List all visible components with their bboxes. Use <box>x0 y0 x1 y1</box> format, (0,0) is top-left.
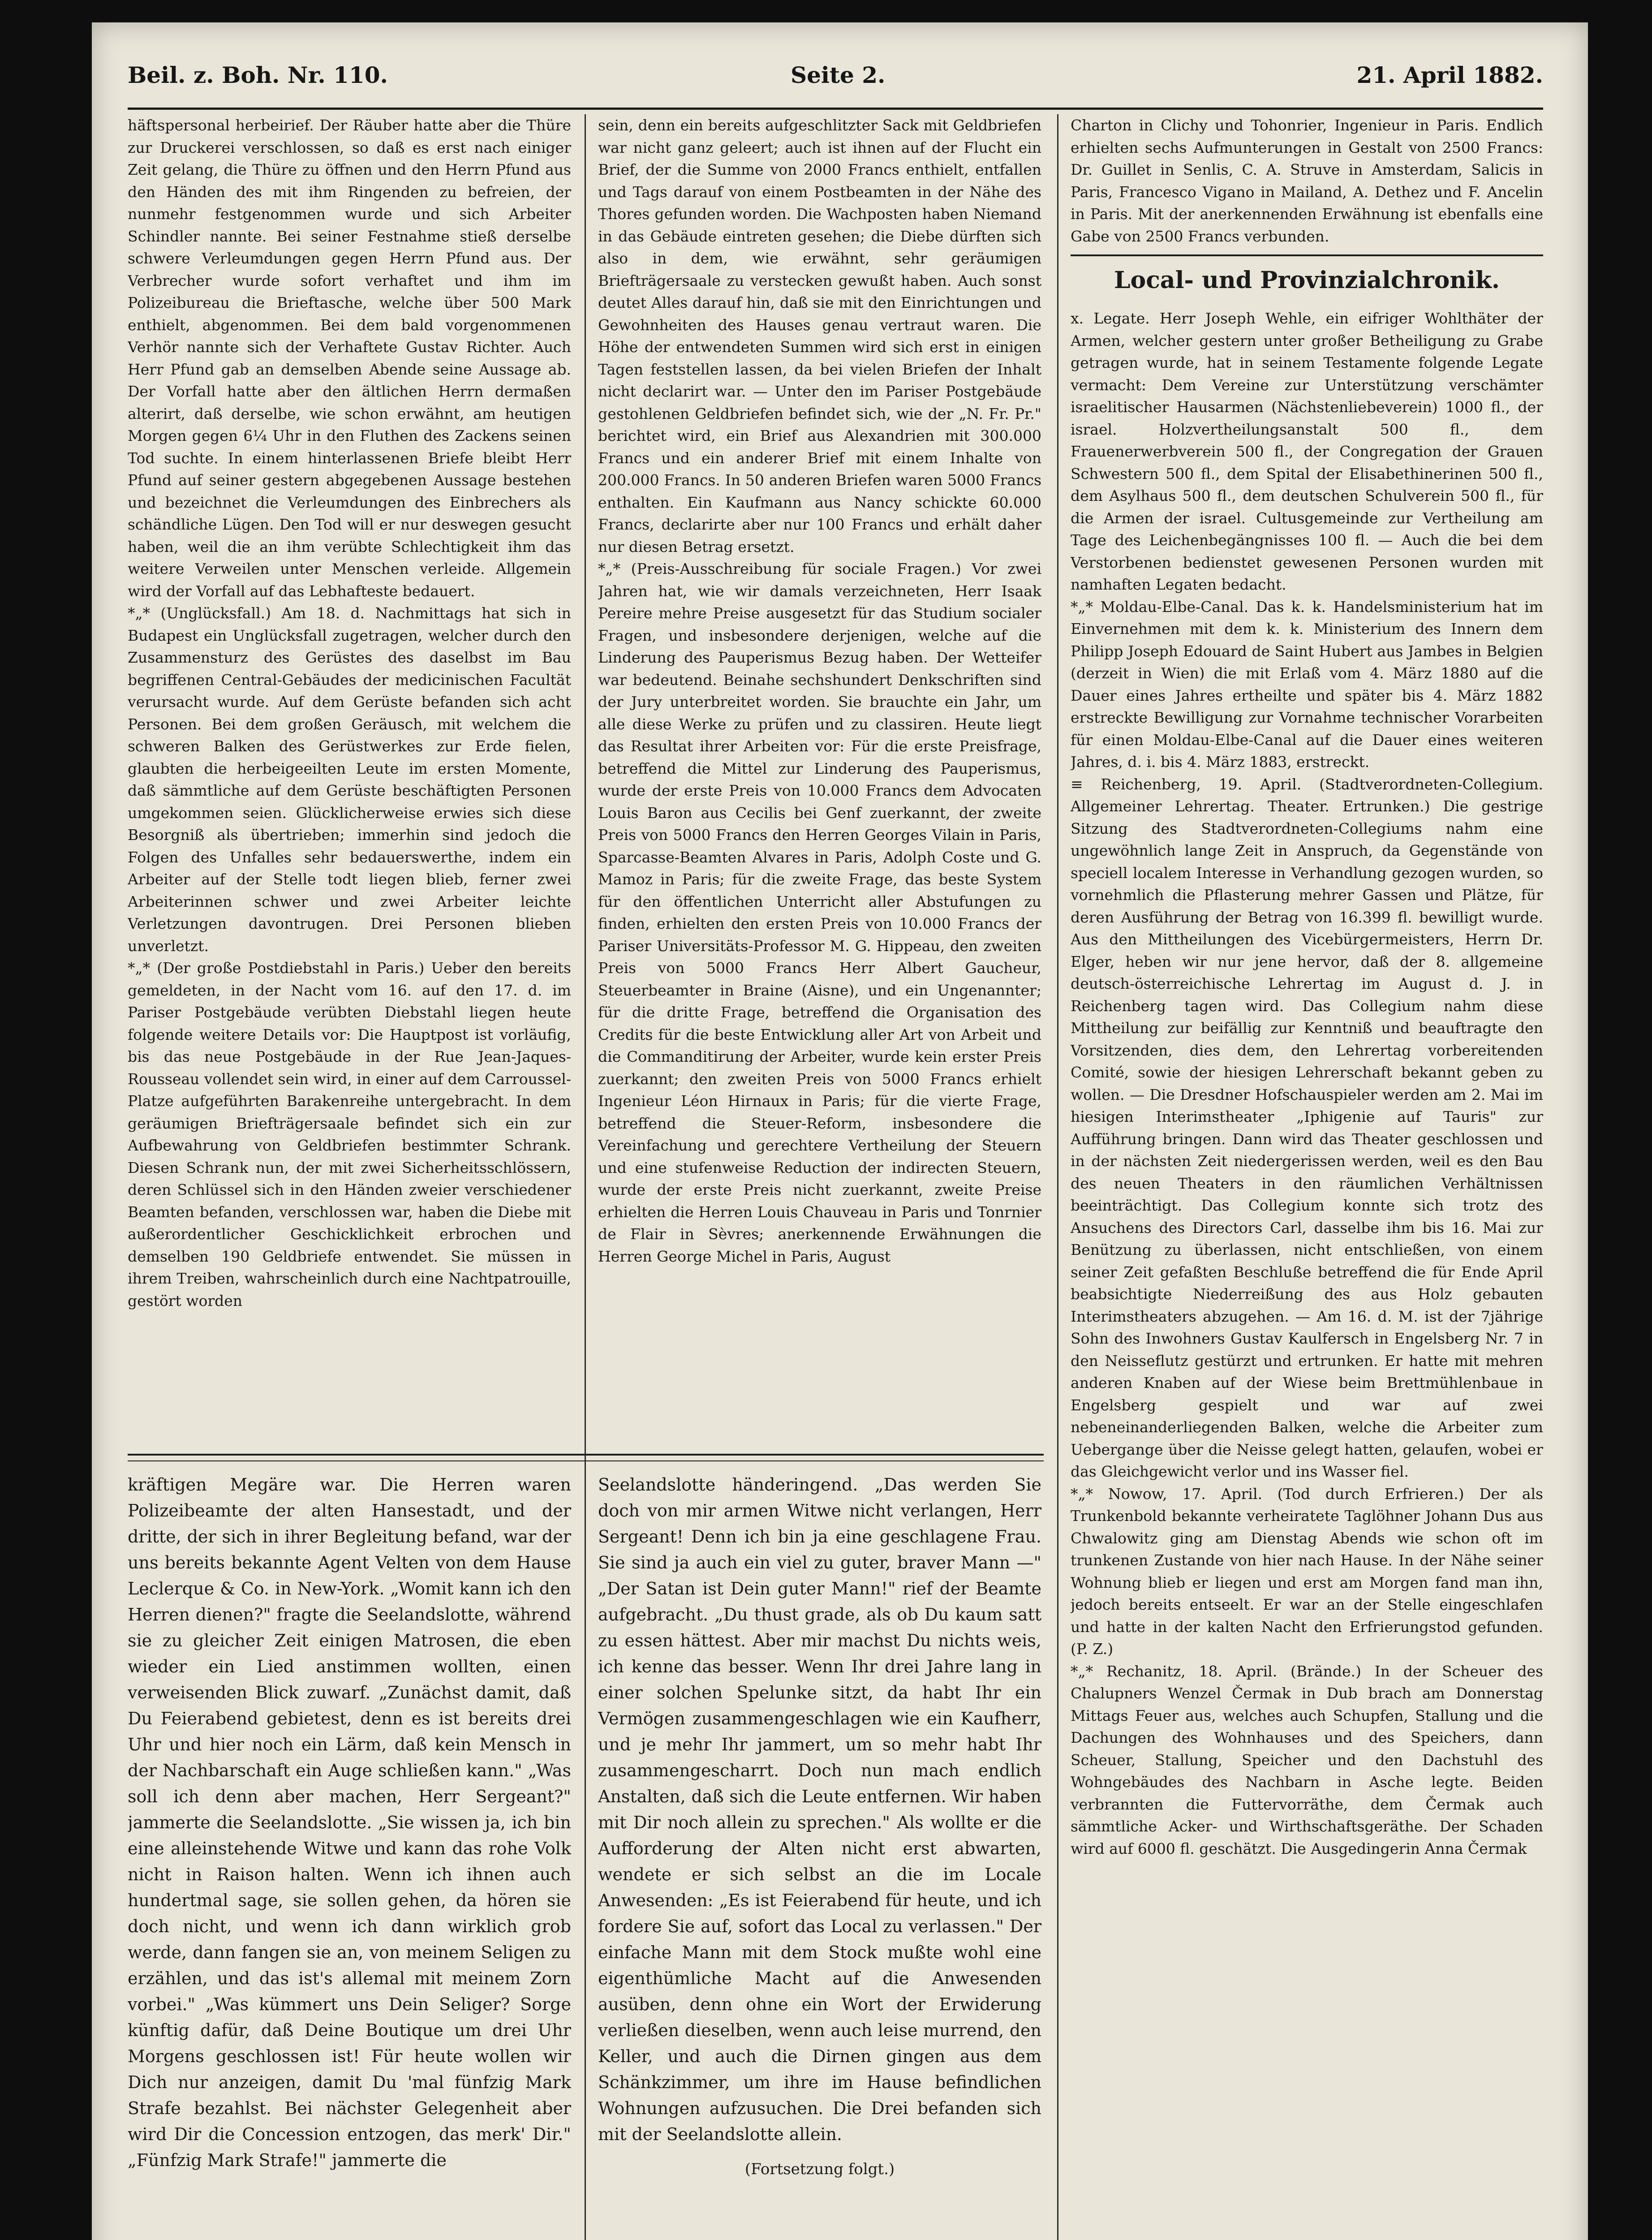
header-left: Beil. z. Boh. Nr. 110. <box>128 62 388 88</box>
article-paragraph: Charton in Clichy und Tohonrier, Ingenieur in Paris. Endlich erhielten sechs Aufmunterungen in Gestalt von 2500 Francs: Dr. Guillet in Senlis, C. A. Struve in Amsterdam, Salicis in Paris, Francesco Vigano in Mailand, A. Dethez und F. Ancelin in Paris. Mit der anerkennenden Erwähnung ist ebenfalls eine Gabe von 2500 Francs verbunden. <box>1071 116 1543 245</box>
article-paragraph: *„* Moldau-Elbe-Canal. Das k. k. Handelsministerium hat im Einvernehmen mit dem k. k. Ministerium des Innern dem Philipp Joseph Edouard de Saint Hubert aus Jambes in Belgien (derzeit in Wien) die mit Erlaß vom 4. März 1880 auf die Dauer eines Jahres ertheilte und später bis 4. März 1882 erstreckte Bewilligung zur Vornahme technischer Vorarbeiten für einen Moldau-Elbe-Canal auf die Dauer eines weiteren Jahres, d. i. bis 4. März 1883, erstreckt. <box>1071 598 1543 771</box>
column-3 <box>1071 114 1543 2240</box>
article-paragraph: x. Legate. Herr Joseph Wehle, ein eifriger Wohlthäter der Armen, welcher gestern unter großer Betheiligung zu Grabe getragen wurde, hat in seinem Testamente folgende Legate vermacht: Dem Vereine zur Unterstützung verschämter israelitischer Hausarmen (Nächstenliebeverein) 1000 fl., der israel. Holzvertheilungsanstalt 500 fl., dem Frauenerwerbverein 500 fl., der Congregation der Grauen Schwestern 500 fl., dem Spital der Elisabethinerinen 500 fl., dem Asylhaus 500 fl., dem deutschen Schulverein 500 fl., für die Armen der israel. Cultusgemeinde zur Vertheilung am Tage des Leichenbegängnisses 100 fl. — Auch die bei dem Verstorbenen bedienstet gewesenen Personen wurden mit namhaften Legaten bedacht. <box>1071 310 1543 593</box>
header-page-number: Seite 2. <box>791 62 886 88</box>
feuilleton-rule <box>128 1460 1044 1461</box>
feuilleton-column-2 <box>598 1472 1041 2240</box>
column-rule <box>585 114 586 2240</box>
article-paragraph: sein, denn ein bereits aufgeschlitzter Sack mit Geldbriefen war nicht ganz geleert; auch ist ihnen auf der Flucht ein Brief, der die Summe von 2000 Francs enthielt, entfallen und Tags darauf von einem Postbeamten in der Nähe des Thores gefunden worden. Die Wachposten haben Niemand in das Gebäude eintreten gesehen; die Diebe dürften sich also in dem, wie erwähnt, sehr geräumigen Briefträgersaale zu verstecken gewußt haben. Auch sonst deutet Alles darauf hin, daß sie mit den Einrichtungen und Gewohnheiten des Hauses genau vertraut waren. Die Höhe der entwendeten Summen wird sich erst in einigen Tagen feststellen lassen, da bei vielen Briefen der Inhalt nicht declarirt war. — Unter den im Pariser Postgebäude gestohlenen Geldbriefen befindet sich, wie der „N. Fr. Pr." berichtet wird, ein Brief aus Alexandrien mit 300.000 Francs und ein anderer Brief mit einem Inhalte von 200.000 Francs. In 50 anderen Briefen waren 5000 Francs enthalten. Ein Kaufmann aus Nancy schickte 60.000 Francs, declarirte aber nur 100 Francs und erhält daher nur diesen Betrag ersetzt. <box>598 116 1041 556</box>
feuilleton-text: Seelandslotte händeringend. „Das werden Sie doch von mir armen Witwe nicht verlangen, Herr Sergeant! Denn ich bin ja eine geschlagene Frau. Sie sind ja auch ein viel zu guter, braver Mann —" „Der Satan ist Dein guter Mann!" rief der Beamte aufgebracht. „Du thust grade, als ob Du kaum satt zu essen hättest. Aber mir machst Du nichts weis, ich kenne das besser. Wenn Ihr drei Jahre lang in einer solchen Spelunke sitzt, da habt Ihr ein Vermögen zusammengeschlagen wie ein Kaufherr, und je mehr Ihr jammert, um so mehr habt Ihr zusammengescharrt. Doch nun mach endlich Anstalten, daß sich die Leute entfernen. Wir haben mit Dir noch allein zu sprechen." Als wollte er die Aufforderung der Alten nicht erst abwarten, wendete er sich selbst an die im Locale Anwesenden: „Es ist Feierabend für heute, und ich fordere Sie auf, sofort das Local zu verlassen." Der einfache Mann mit dem Stock mußte wohl eine eigenthümliche Macht auf die Anwesenden ausüben, denn ohne ein Wort der Erwiderung verließen dieselben, wenn auch leise murrend, den Keller, und auch die Dirnen gingen aus dem Schänkzimmer, um ihre im Hause befindlichen Wohnungen aufzusuchen. Die Drei befanden sich mit der Seelandslotte allein. <box>598 1475 1041 2144</box>
continued-note: (Fortsetzung folgt.) <box>744 2160 895 2178</box>
feuilleton-column-1 <box>128 1472 571 2240</box>
article-paragraph: ≡ Reichenberg, 19. April. (Stadtverordneten-Collegium. Allgemeiner Lehrertag. Theater. Ertrunken.) Die gestrige Sitzung des Stadtverordneten-Collegiums nahm eine ungewöhnlich lange Zeit in Anspruch, da Gegenstände von speciell localem Interesse in Verhandlung gezogen wurden, so vornehmlich die Pflasterung mehrer Gassen und Plätze, für deren Ausführung der Betrag von 16.399 fl. bewilligt wurde. Aus den Mittheilungen des Vicebürgermeisters, Herrn Dr. Elger, heben wir nur jene hervor, daß der 8. allgemeine deutsch-österreichische Lehrertag im August d. J. in Reichenberg tagen wird. Das Collegium nahm diese Mittheilung zur beifällig zur Kenntniß und beauftragte den Vorsitzenden, dies dem, den Lehrertag vorbereitenden Comité, sowie der hiesigen Lehrerschaft bekannt geben zu wollen. — Die Dresdner Hofschauspieler werden am 2. Mai im hiesigen Interimstheater „Iphigenie auf Tauris" zur Aufführung bringen. Dann wird das Theater geschlossen und in der nächsten Zeit niedergerissen werden, weil es den Bau des neuen Theaters in den räumlichen Verhältnissen beeinträchtigt. Das Collegium konnte sich trotz des Ansuchens des Directors Carl, dasselbe ihm bis 16. Mai zur Benützung zu überlassen, nicht entschließen, von einem seiner Zeit gefaßten Beschluße betreffend die für Ende April beabsichtigte Niederreißung des aus Holz gebauten Interimstheaters abzugehen. — Am 16. d. M. ist der 7jährige Sohn des Inwohners Gustav Kaulfersch in Engelsberg Nr. 7 in den Neisseflutz gestürzt und ertrunken. Er hatte mit mehren anderen Knaben auf der Wiese beim Brettmühlenbaue in Engelsberg gespielt und war auf zwei nebeneinanderliegenden Balken, welche die Arbeiter zum Uebergange über die Neisse gelegt hatten, gelaufen, wobei er das Gleichgewicht verlor und ins Wasser fiel. <box>1071 775 1543 1480</box>
page-header <box>128 48 1543 102</box>
newspaper-page <box>92 22 1588 2240</box>
column-2 <box>598 114 1041 1416</box>
article-paragraph: *„* Rechanitz, 18. April. (Brände.) In der Scheuer des Chalupners Wenzel Čermak in Dub brach am Donnerstag Mittags Feuer aus, welches auch Schupfen, Stallung und die Dachungen des Wohnhauses und des Speichers, dann Scheuer, Stallung, Speicher und den Dachstuhl des Wohngebäudes des Nachbarn in Asche legte. Beiden verbrannten die Futtervorräthe, dem Čermak auch sämmtliche Acker- und Wirthschaftsgeräthe. Der Schaden wird auf 6000 fl. geschätzt. Die Ausgedingerin Anna Čermak <box>1071 1662 1543 1857</box>
section-rule <box>1071 254 1543 256</box>
article-paragraph: *„* (Preis-Ausschreibung für sociale Fragen.) Vor zwei Jahren hat, wie wir damals verzeichneten, Herr Isaak Pereire mehre Preise ausgesetzt für das Studium socialer Fragen, und insbesondere derjenigen, welche auf die Linderung des Pauperismus Bezug haben. Der Wetteifer war bedeutend. Beinahe sechshundert Denkschriften sind der Jury unterbreitet worden. Sie brauchte ein Jahr, um alle diese Werke zu prüfen und zu classiren. Heute liegt das Resultat ihrer Arbeiten vor: Für die erste Preisfrage, betreffend die Mittel zur Linderung des Pauperismus, wurde der erste Preis von 10.000 Francs dem Advocaten Louis Baron aus Cecilis bei Genf zuerkannt, der zweite Preis von 5000 Francs den Herren Georges Vilain in Paris, Sparcasse-Beamten Alvares in Paris, Adolph Coste und G. Mamoz in Paris; für die zweite Frage, das beste System für den öffentlichen Unterricht aller Abstufungen zu finden, erhielten den ersten Preis von 10.000 Francs der Pariser Universitäts-Professor M. G. Hippeau, den zweiten Preis von 5000 Francs Herr Albert Gaucheur, Steuerbeamter in Braine (Aisne), und ein Ungenannter; für die dritte Frage, betreffend die Organisation des Credits für die beste Entwicklung aller Art von Arbeit und die Commanditirung der Arbeiter, wurde kein erster Preis zuerkannt; den zweiten Preis von 5000 Francs erhielt Ingenieur Léon Hirnaux in Paris; für die vierte Frage, betreffend die Steuer-Reform, insbesondere die Vereinfachung und gerechtere Vertheilung der Steuern und eine stufenweise Reduction der indirecten Steuern, wurde der erste Preis nicht zuerkannt, zweite Preise erhielten die Herren Louis Chauveau in Paris und Tonrnier de Flair in Sèvres; anerkennende Erwähnungen die Herren George Michel in Paris, August <box>598 560 1041 1265</box>
section-heading: Local- und Provinzialchronik. <box>1114 267 1500 294</box>
article-paragraph: häftspersonal herbeirief. Der Räuber hatte aber die Thüre zur Druckerei verschlossen, so daß es erst nach einiger Zeit gelang, die Thüre zu öffnen und den Herrn Pfund aus den Händen des mit ihm Ringenden zu befreien, der nunmehr festgenommen wurde und sich Arbeiter Schindler nannte. Bei seiner Festnahme stieß derselbe schwere Verleumdungen gegen Herrn Pfund aus. Der Verbrecher wurde sofort verhaftet und ihm im Polizeibureau die Brieftasche, welche über 500 Mark enthielt, abgenommen. Bei dem bald vorgenommenen Verhör nannte sich der Verhaftete Gustav Richter. Auch Herr Pfund gab an demselben Abende seine Aussage ab. Der Vorfall hatte aber den ältlichen Herrn dermaßen alterirt, daß derselbe, wie schon erwähnt, am heutigen Morgen gegen 6¼ Uhr in den Fluthen des Zackens seinen Tod suchte. In einem hinterlassenen Briefe bleibt Herr Pfund auf seiner gestern abgegebenen Aussage bestehen und bezeichnet die Verleumdungen des Einbrechers als schändliche Lügen. Den Tod will er nur deswegen gesucht haben, weil die an ihm verübte Schlechtigkeit ihm das weitere Verweilen unter Menschen verleide. Allgemein wird der Vorfall auf das Lebhafteste bedauert. <box>128 116 571 600</box>
column-rule <box>1057 114 1058 2240</box>
header-rule <box>128 108 1543 110</box>
article-paragraph: *„* (Der große Postdiebstahl in Paris.) Ueber den bereits gemeldeten, in der Nacht vom 16. auf den 17. d. im Pariser Postgebäude verübten Diebstahl liegen heute folgende weitere Details vor: Die Hauptpost ist vorläufig, bis das neue Postgebäude in der Rue Jean-Jaques-Rousseau vollendet sein wird, in einer auf dem Carroussel-Platze aufgeführten Barakenreihe untergebracht. In dem geräumigen Briefträgersaale befindet sich ein zur Aufbewahrung von Geldbriefen bestimmter Schrank. Diesen Schrank nun, der mit zwei Sicherheitsschlössern, deren Schlüssel sich in den Händen zweier verschiedener Beamten befanden, verschlossen war, haben die Diebe mit außerordentlicher Geschicklichkeit erbrochen und demselben 190 Geldbriefe entwendet. Sie müssen in ihrem Treiben, wahrscheinlich durch eine Nachtpatrouille, gestört worden <box>128 959 571 1310</box>
feuilleton-rule <box>128 1454 1044 1456</box>
column-1 <box>128 114 571 1416</box>
header-date: 21. April 1882. <box>1356 62 1543 88</box>
feuilleton-text: kräftigen Megäre war. Die Herren waren Polizeibeamte der alten Hansestadt, und der dritte, der sich in ihrer Begleitung befand, war der uns bereits bekannte Agent Velten von dem Hause Leclerque & Co. in New-York. „Womit kann ich den Herren dienen?" fragte die Seelandslotte, während sie zu gleicher Zeit einigen Matrosen, die eben wieder ein Lied anstimmen wollten, einen verweisenden Blick zuwarf. „Zunächst damit, daß Du Feierabend gebietest, denn es ist bereits drei Uhr und hier noch ein Lärm, daß kein Mensch in der Nachbarschaft ein Auge schließen kann." „Was soll ich denn aber machen, Herr Sergeant?" jammerte die Seelandslotte. „Sie wissen ja, ich bin eine alleinstehende Witwe und kann das rohe Volk nicht in Raison halten. Wenn ich ihnen auch hundertmal sage, sie sollen gehen, da hören sie doch nicht, und wenn ich dann wirklich grob werde, dann fangen sie an, von meinem Seligen zu erzählen, und das ist's allemal mit meinem Zorn vorbei." „Was kümmert uns Dein Seliger? Sorge künftig dafür, daß Deine Boutique um drei Uhr Morgens geschlossen ist! Für heute wollen wir Dich nur anzeigen, damit Du 'mal fünfzig Mark Strafe bezahlst. Bei nächster Gelegenheit aber wird Dir die Concession entzogen, das merk' Dir." „Fünfzig Mark Strafe!" jammerte die <box>128 1475 571 2170</box>
article-paragraph: *„* Nowow, 17. April. (Tod durch Erfrieren.) Der als Trunkenbold bekannte verheiratete Taglöhner Johann Dus aus Chwalowitz ging am Dienstag Abends wie schon oft im trunkenen Zustande von hier nach Hause. In der Nähe seiner Wohnung blieb er liegen und erst am Morgen fand man ihn, jedoch bereits entseelt. Er war an der Stelle eingeschlafen und hatte in der kalten Nacht den Erfrierungstod gefunden. (P. Z.) <box>1071 1485 1543 1658</box>
article-paragraph: *„* (Unglücksfall.) Am 18. d. Nachmittags hat sich in Budapest ein Unglücksfall zugetragen, welcher durch den Zusammensturz des Gerüstes des daselbst im Bau begriffenen Central-Gebäudes der medicinischen Facultät verursacht wurde. Auf dem Gerüste befanden sich acht Personen. Bei dem großen Geräusch, mit welchem die schweren Balken des Gerüstwerkes zur Erde fielen, glaubten die herbeigeeilten Leute im ersten Momente, daß sämmtliche auf dem Gerüste beschäftigten Personen umgekommen seien. Glücklicherweise erwies sich diese Besorgniß als übertrieben; immerhin sind jedoch die Folgen des Unfalles sehr bedauerswerthe, indem ein Arbeiter auf der Stelle todt liegen blieb, ferner zwei Arbeiterinnen schwer und zwei Arbeiter leichte Verletzungen davontrugen. Drei Personen blieben unverletzt. <box>128 604 571 955</box>
